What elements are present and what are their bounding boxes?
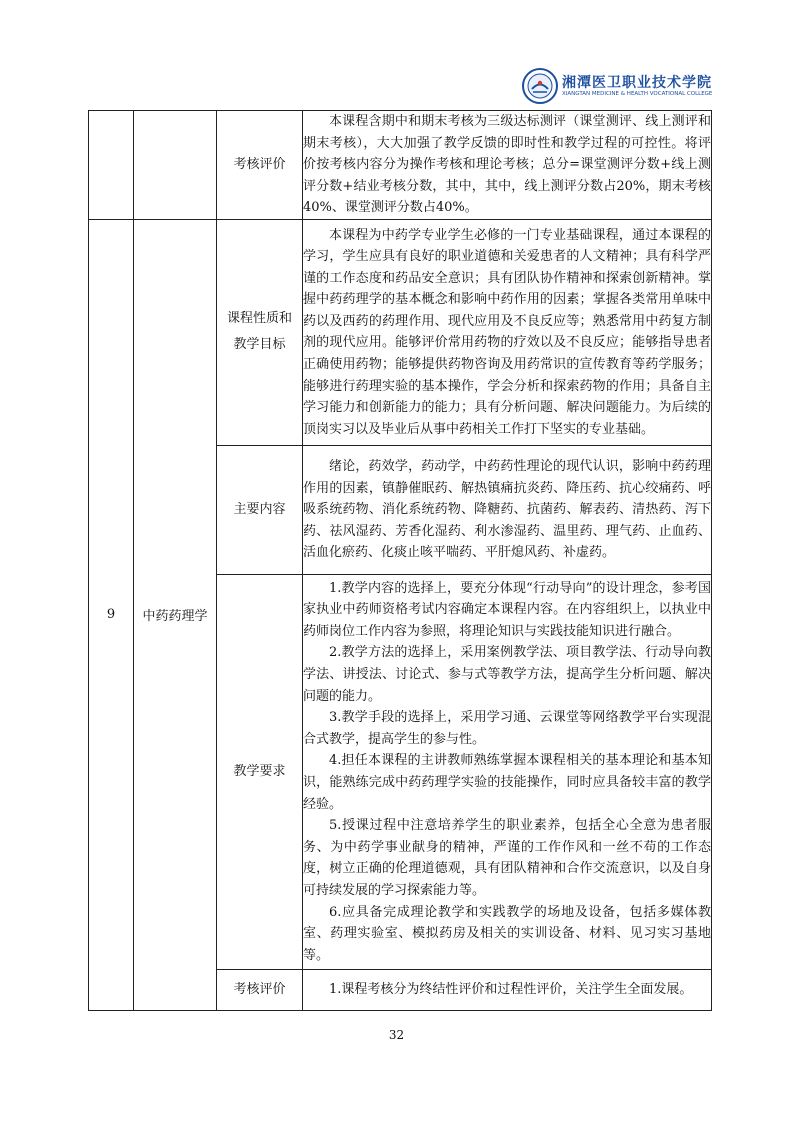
requirement-item-1: 1.教学内容的选择上，要充分体现“行动导向”的设计理念，参考国家执业中药师资格考试内容确定本课程内容。在内容组织上，以执业中药师岗位工作内容为参照，将理论知识与实践技能知识进行融合。	[303, 580, 711, 639]
nature-label-line2: 教学目标	[233, 337, 286, 353]
school-name: 湘潭医卫职业技术学院	[562, 75, 712, 91]
content-text-cell	[303, 445, 712, 574]
nature-label-cell	[217, 219, 303, 445]
assessment-text: 本课程含期中和期末考核为三级达标测评（课堂测评、线上测评和期末考核），大大加强了教学反馈的即时性和教学过程的可控性。将评价按考核内容分为操作考核和理论考核；总分=课堂测评分数+线上测评分数+结业考核分数，其中，其中，线上测评分数占20%，期末考核 40%、课堂测评分数占40%。	[303, 114, 711, 216]
requirement-item-6: 6.应具备完成理论教学和实践教学的场地及设备，包括多媒体教室、药理实验室、模拟药房及相关的实训设备、材料、见习实习基地等。	[303, 904, 711, 963]
requirements-text-cell	[303, 574, 712, 969]
requirement-item-2: 2.教学方法的选择上，采用案例教学法、项目教学法、行动导向教学法、讲授法、讨论式、参与式等教学方法，提高学生分析问题、解决问题的能力。	[303, 645, 711, 704]
requirement-item-4: 4.担任本课程的主讲教师熟练掌握本课程相关的基本理论和基本知识，能熟练完成中药药理学实验的技能操作，同时应具备较丰富的教学经验。	[303, 753, 711, 812]
nature-text: 本课程为中药学专业学生必修的一门专业基础课程，通过本课程的学习，学生应具有良好的职业道德和关爱患者的人文精神；具有科学严谨的工作态度和药品安全意识；具有团队协作精神和探索创新精神。掌握中药药理学的基本概念和影响中药作用的因素；掌握各类常用单味中药以及西药的药理作用、现代应用及不良反应等；熟悉常用中药复方制剂的现代应用。能够评价常用药物的疗效以及不良反应；能够指导患者正确使用药物；能够提供药物咨询及用药常识的宣传教育等药学服务；能够进行药理实验的基本操作，学会分析和探索药物的作用；具备自主学习能力和创新能力的能力；具有分析问题、解决问题能力。为后续的顶岗实习以及毕业后从事中药相关工作打下坚实的专业基础。	[303, 227, 711, 437]
table-row	[89, 111, 712, 220]
assessment-text-cell	[303, 111, 712, 220]
content-text: 绪论，药效学，药动学，中药药性理论的现代认识，影响中药药理作用的因素，镇静催眠药、解热镇痛抗炎药、降压药、抗心绞痛药、呼吸系统药物、消化系统药物、降糖药、抗菌药、解表药、清热药、泻下药、祛风湿药、芳香化湿药、利水渗湿药、温里药、理气药、止血药、活血化瘀药、化痰止咳平喘药、平肝熄风药、补虚药。	[303, 458, 711, 561]
nature-label-line1: 课程性质和	[226, 311, 292, 327]
curriculum-table	[88, 110, 712, 1011]
empty-cell	[134, 111, 217, 220]
school-name-en: XIANGTAN MEDICINE & HEALTH VOCATIONAL COLLEGE	[562, 91, 713, 97]
requirement-item-5: 5.授课过程中注意培养学生的职业素养，包括全心全意为患者服务、为中药学事业献身的精神，严谨的工作作风和一丝不苟的工作态度，树立正确的伦理道德观，具有团队精神和合作交流意识，以及自身可持续发展的学习探索能力等。	[303, 818, 711, 898]
course-assessment-text: 1.课程考核分为终结性评价和过程性评价，关注学生全面发展。	[329, 982, 693, 998]
page-number: 32	[388, 1028, 405, 1042]
course-number: 9	[89, 219, 134, 1010]
empty-cell	[89, 111, 134, 220]
assessment-label: 考核评价	[217, 111, 303, 220]
school-emblem-icon	[522, 68, 558, 104]
nature-text-cell	[303, 219, 712, 445]
table-row	[89, 219, 712, 445]
requirement-item-3: 3.教学手段的选择上，采用学习通、云课堂等网络教学平台实现混合式教学，提高学生的参与性。	[303, 710, 711, 747]
requirements-label: 教学要求	[217, 574, 303, 969]
course-assessment-label: 考核评价	[217, 969, 303, 1010]
course-name: 中药药理学	[134, 219, 217, 1010]
content-label: 主要内容	[217, 445, 303, 574]
school-logo	[522, 68, 713, 108]
course-assessment-text-cell	[303, 969, 712, 1010]
